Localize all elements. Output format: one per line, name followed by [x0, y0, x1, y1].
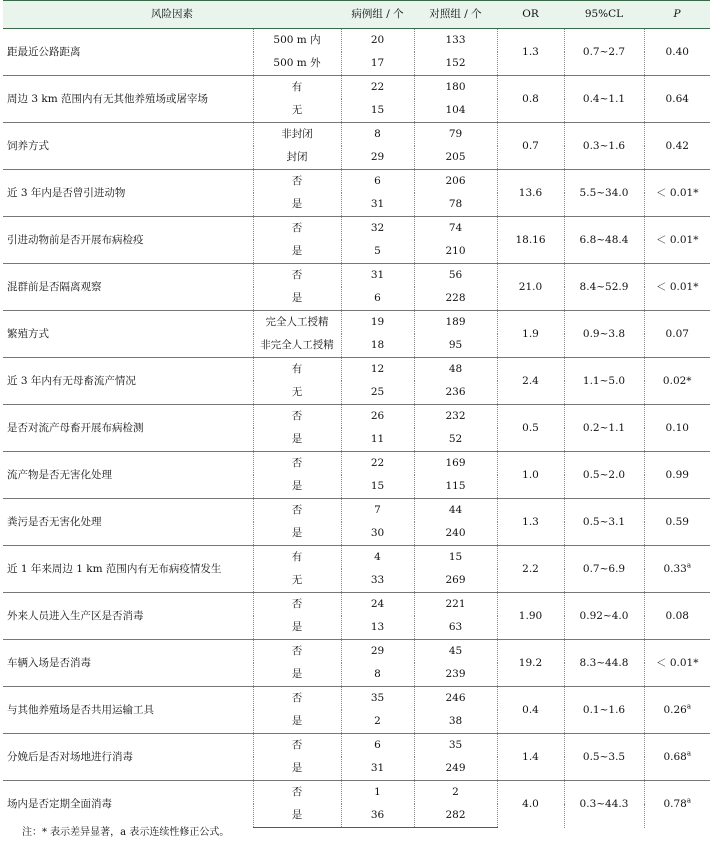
control-count: 169 — [414, 452, 497, 476]
factor-label: 外来人员进入生产区是否消毒 — [3, 593, 253, 640]
control-count: 210 — [414, 240, 497, 264]
or-value: 21.0 — [497, 264, 564, 311]
cl-value: 1.1~5.0 — [564, 358, 644, 405]
case-count: 26 — [341, 405, 414, 429]
case-count: 24 — [341, 593, 414, 617]
cl-value: 8.3~44.8 — [564, 640, 644, 687]
or-value: 1.3 — [497, 499, 564, 546]
or-value: 13.6 — [497, 170, 564, 217]
factor-label: 引进动物前是否开展布病检疫 — [3, 217, 253, 264]
or-value: 0.8 — [497, 76, 564, 123]
p-cell — [644, 123, 710, 170]
level-label: 否 — [253, 781, 341, 805]
or-value: 0.5 — [497, 405, 564, 452]
table-row — [3, 358, 710, 382]
case-count: 12 — [341, 358, 414, 382]
p-mark: a — [686, 561, 692, 569]
control-count: 133 — [414, 29, 497, 53]
table-note: 注：* 表示差异显著，a 表示连续性修正公式。 — [22, 827, 230, 838]
control-count: 52 — [414, 428, 497, 452]
level-label: 是 — [253, 804, 341, 828]
p-cell — [644, 264, 710, 311]
table-row — [3, 734, 710, 758]
cl-value: 0.3~1.6 — [564, 123, 644, 170]
p-value: ＜ 0.01* — [656, 233, 699, 246]
level-label: 否 — [253, 734, 341, 758]
p-cell — [644, 687, 710, 734]
or-value: 2.2 — [497, 546, 564, 593]
case-count: 36 — [341, 804, 414, 828]
level-label: 是 — [291, 198, 303, 210]
level-label: 是 — [291, 433, 303, 445]
case-count: 25 — [341, 381, 414, 405]
level-label: 是 — [291, 668, 303, 680]
control-count: 44 — [414, 499, 497, 523]
or-value: 0.7 — [497, 123, 564, 170]
table-row — [3, 123, 710, 147]
level-label: 500 m 外 — [273, 57, 321, 69]
control-count: 232 — [414, 405, 497, 429]
control-count: 269 — [414, 569, 497, 593]
table-row — [3, 640, 710, 664]
p-cell — [644, 640, 710, 687]
factor-label: 近 3 年内是否曾引进动物 — [3, 170, 253, 217]
case-count: 18 — [341, 334, 414, 358]
control-count: 15 — [414, 546, 497, 570]
p-cell — [644, 452, 710, 499]
or-value: 1.90 — [497, 593, 564, 640]
level-label: 否 — [253, 593, 341, 617]
level-label: 否 — [253, 640, 341, 664]
p-value: 0.99 — [665, 468, 689, 481]
case-count: 20 — [341, 29, 414, 53]
control-count: 236 — [414, 381, 497, 405]
level-label: 完全人工授精 — [253, 311, 341, 335]
case-count: 8 — [341, 663, 414, 687]
factor-label: 饲养方式 — [3, 123, 253, 170]
header-factor: 风险因素 — [3, 1, 341, 29]
p-cell — [644, 593, 710, 640]
case-count: 7 — [341, 499, 414, 523]
factor-label: 周边 3 km 范围内有无其他养殖场或屠宰场 — [3, 76, 253, 123]
level-label: 否 — [253, 170, 341, 194]
level-label: 是 — [291, 527, 303, 539]
or-value: 1.4 — [497, 734, 564, 781]
case-count: 13 — [341, 616, 414, 640]
case-count: 5 — [341, 240, 414, 264]
control-count: 206 — [414, 170, 497, 194]
control-count: 35 — [414, 734, 497, 758]
p-value: 0.68 — [663, 750, 687, 763]
control-count: 56 — [414, 264, 497, 288]
cl-value: 0.1~1.6 — [564, 687, 644, 734]
level-label: 否 — [253, 452, 341, 476]
table-row — [3, 264, 710, 288]
or-value: 2.4 — [497, 358, 564, 405]
cl-value: 0.5~2.0 — [564, 452, 644, 499]
p-value: 0.42 — [665, 139, 689, 152]
case-count: 2 — [341, 710, 414, 734]
case-count: 6 — [341, 287, 414, 311]
p-cell — [644, 499, 710, 546]
factor-label: 分娩后是否对场地进行消毒 — [3, 734, 253, 781]
or-value: 4.0 — [497, 781, 564, 828]
p-cell — [644, 217, 710, 264]
factor-label: 流产物是否无害化处理 — [3, 452, 253, 499]
control-count: 45 — [414, 640, 497, 664]
cl-value: 5.5~34.0 — [564, 170, 644, 217]
level-label: 有 — [253, 76, 341, 100]
table-row — [3, 405, 710, 429]
control-count: 246 — [414, 687, 497, 711]
factor-label: 混群前是否隔离观察 — [3, 264, 253, 311]
p-value: 0.02* — [662, 374, 692, 387]
p-value: 0.59 — [665, 515, 689, 528]
table-row — [3, 217, 710, 241]
cl-value: 0.4~1.1 — [564, 76, 644, 123]
case-count: 8 — [341, 123, 414, 147]
case-count: 30 — [341, 522, 414, 546]
or-value: 1.3 — [497, 29, 564, 76]
level-label: 否 — [253, 217, 341, 241]
p-value: 0.64 — [665, 92, 689, 105]
control-count: 180 — [414, 76, 497, 100]
or-value: 1.0 — [497, 452, 564, 499]
case-count: 11 — [341, 428, 414, 452]
control-count: 152 — [414, 52, 497, 76]
control-count: 115 — [414, 475, 497, 499]
level-label: 500 m 内 — [253, 29, 341, 53]
case-count: 29 — [341, 146, 414, 170]
control-count: 189 — [414, 311, 497, 335]
control-count: 205 — [414, 146, 497, 170]
case-count: 29 — [341, 640, 414, 664]
header-control: 对照组 / 个 — [414, 1, 497, 29]
case-count: 35 — [341, 687, 414, 711]
factor-label: 车辆入场是否消毒 — [3, 640, 253, 687]
cl-value: 0.5~3.5 — [564, 734, 644, 781]
p-cell — [644, 76, 710, 123]
control-count: 228 — [414, 287, 497, 311]
level-label: 否 — [253, 687, 341, 711]
cl-value: 0.5~3.1 — [564, 499, 644, 546]
control-count: 282 — [414, 804, 497, 828]
control-count: 63 — [414, 616, 497, 640]
p-value: 0.07 — [665, 327, 689, 340]
level-label: 无 — [291, 104, 303, 116]
level-label: 否 — [253, 264, 341, 288]
factor-label: 距最近公路距离 — [3, 29, 253, 76]
control-count: 240 — [414, 522, 497, 546]
p-mark: a — [686, 796, 692, 805]
p-value: ＜ 0.01* — [656, 656, 699, 669]
or-value: 19.2 — [497, 640, 564, 687]
cl-value: 0.9~3.8 — [564, 311, 644, 358]
factor-label: 繁殖方式 — [3, 311, 253, 358]
header-cl: 95%CL — [564, 1, 644, 29]
or-value: 18.16 — [497, 217, 564, 264]
risk-factor-table — [3, 0, 710, 828]
control-count: 221 — [414, 593, 497, 617]
p-value: 0.40 — [665, 45, 689, 58]
level-label: 是 — [291, 762, 303, 774]
control-count: 249 — [414, 757, 497, 781]
control-count: 79 — [414, 123, 497, 147]
case-count: 19 — [341, 311, 414, 335]
level-label: 否 — [253, 499, 341, 523]
p-value: 0.26 — [663, 703, 687, 716]
case-count: 4 — [341, 546, 414, 570]
case-count: 22 — [341, 76, 414, 100]
control-count: 2 — [414, 781, 497, 805]
cl-value: 0.7~6.9 — [564, 546, 644, 593]
factor-label: 粪污是否无害化处理 — [3, 499, 253, 546]
case-count: 33 — [341, 569, 414, 593]
case-count: 31 — [341, 264, 414, 288]
table-row — [3, 593, 710, 617]
factor-label: 场内是否定期全面消毒 — [3, 781, 253, 828]
p-cell — [644, 311, 710, 358]
case-count: 31 — [341, 193, 414, 217]
level-label: 非封闭 — [253, 123, 341, 147]
case-count: 15 — [341, 99, 414, 123]
p-cell — [644, 29, 710, 76]
level-label: 无 — [291, 386, 303, 398]
cl-value: 0.2~1.1 — [564, 405, 644, 452]
level-label: 有 — [253, 358, 341, 382]
header-row — [3, 1, 710, 29]
cl-value: 8.4~52.9 — [564, 264, 644, 311]
case-count: 32 — [341, 217, 414, 241]
level-label: 有 — [253, 546, 341, 570]
table-row — [3, 29, 710, 53]
p-cell — [644, 358, 710, 405]
level-label: 是 — [291, 245, 303, 257]
p-cell — [644, 734, 710, 781]
or-value: 0.4 — [497, 687, 564, 734]
case-count: 1 — [341, 781, 414, 805]
p-mark: a — [686, 749, 692, 757]
control-count: 74 — [414, 217, 497, 241]
control-count: 239 — [414, 663, 497, 687]
p-value: ＜ 0.01* — [656, 280, 699, 293]
level-label: 非完全人工授精 — [260, 339, 334, 351]
case-count: 6 — [341, 734, 414, 758]
cl-value: 0.92~4.0 — [564, 593, 644, 640]
table-row — [3, 76, 710, 100]
level-label: 是 — [291, 292, 303, 304]
factor-label: 近 1 年来周边 1 km 范围内有无布病疫情发生 — [3, 546, 253, 593]
level-label: 是 — [291, 715, 303, 727]
cl-value: 6.8~48.4 — [564, 217, 644, 264]
cl-value: 0.7~2.7 — [564, 29, 644, 76]
case-count: 15 — [341, 475, 414, 499]
level-label: 是 — [291, 480, 303, 492]
p-value: 0.33 — [663, 562, 687, 575]
level-label: 无 — [291, 574, 303, 586]
p-value: ＜ 0.01* — [656, 186, 699, 199]
p-cell — [644, 546, 710, 593]
factor-label: 与其他养殖场是否共用运输工具 — [3, 687, 253, 734]
factor-label: 近 3 年内有无母畜流产情况 — [3, 358, 253, 405]
table-row — [3, 452, 710, 476]
p-mark: a — [686, 702, 692, 710]
case-count: 31 — [341, 757, 414, 781]
level-label: 封闭 — [286, 151, 308, 163]
table-row — [3, 687, 710, 711]
p-value: 0.78 — [663, 797, 687, 810]
p-value: 0.08 — [665, 609, 689, 622]
case-count: 6 — [341, 170, 414, 194]
case-count: 17 — [341, 52, 414, 76]
table-row — [3, 311, 710, 335]
cl-value: 0.3~44.3 — [564, 781, 644, 828]
level-label: 否 — [253, 405, 341, 429]
control-count: 38 — [414, 710, 497, 734]
control-count: 104 — [414, 99, 497, 123]
table-row — [3, 546, 710, 570]
level-label: 是 — [291, 621, 303, 633]
case-count: 22 — [341, 452, 414, 476]
header-case: 病例组 / 个 — [341, 1, 414, 29]
p-cell — [644, 405, 710, 452]
control-count: 95 — [414, 334, 497, 358]
p-value: 0.10 — [665, 421, 689, 434]
p-cell — [644, 170, 710, 217]
header-p: P — [644, 1, 710, 29]
factor-label: 是否对流产母畜开展布病检测 — [3, 405, 253, 452]
table-row — [3, 499, 710, 523]
control-count: 48 — [414, 358, 497, 382]
or-value: 1.9 — [497, 311, 564, 358]
table-row — [3, 781, 710, 805]
table-row — [3, 170, 710, 194]
p-cell — [644, 781, 710, 828]
header-or: OR — [497, 1, 564, 29]
control-count: 78 — [414, 193, 497, 217]
